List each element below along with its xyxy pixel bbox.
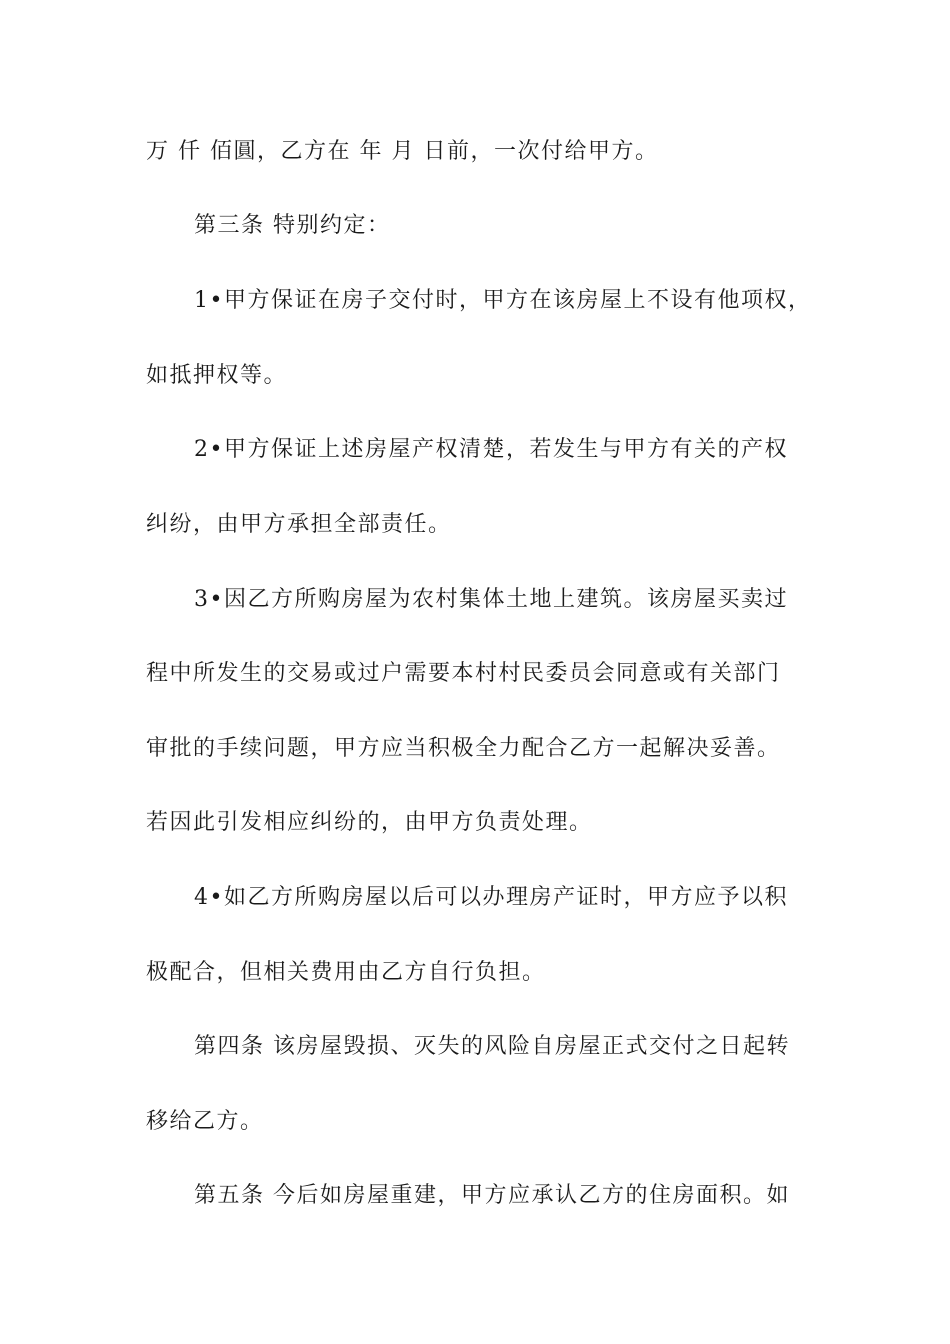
text-line: 纠纷，由甲方承担全部责任。 <box>146 512 452 537</box>
text-line: 如抵押权等。 <box>146 363 288 388</box>
text-line: 1•甲方保证在房子交付时，甲方在该房屋上不设有他项权， <box>194 288 812 313</box>
text-line: 程中所发生的交易或过户需要本村村民委员会同意或有关部门 <box>146 661 781 686</box>
article-heading: 第四条 该房屋毁损、灭失的风险自房屋正式交付之日起转 <box>194 1034 790 1059</box>
text-line: 移给乙方。 <box>146 1109 264 1134</box>
text-line: 2•甲方保证上述房屋产权清楚，若发生与甲方有关的产权 <box>194 437 788 462</box>
article-heading: 第五条 今后如房屋重建，甲方应承认乙方的住房面积。如 <box>194 1183 790 1208</box>
article-heading: 第三条 特别约定： <box>194 213 391 238</box>
text-line: 3•因乙方所购房屋为农村集体土地上建筑。该房屋买卖过 <box>194 587 788 612</box>
text-line: 若因此引发相应纠纷的，由甲方负责处理。 <box>146 810 593 835</box>
text-line: 极配合，但相关费用由乙方自行负担。 <box>146 960 546 985</box>
text-line: 审批的手续问题，甲方应当积极全力配合乙方一起解决妥善。 <box>146 736 781 761</box>
text-line: 4•如乙方所购房屋以后可以办理房产证时，甲方应予以积 <box>194 885 788 910</box>
text-line: 万 仟 佰圓，乙方在 年 月 日前，一次付给甲方。 <box>146 139 659 164</box>
